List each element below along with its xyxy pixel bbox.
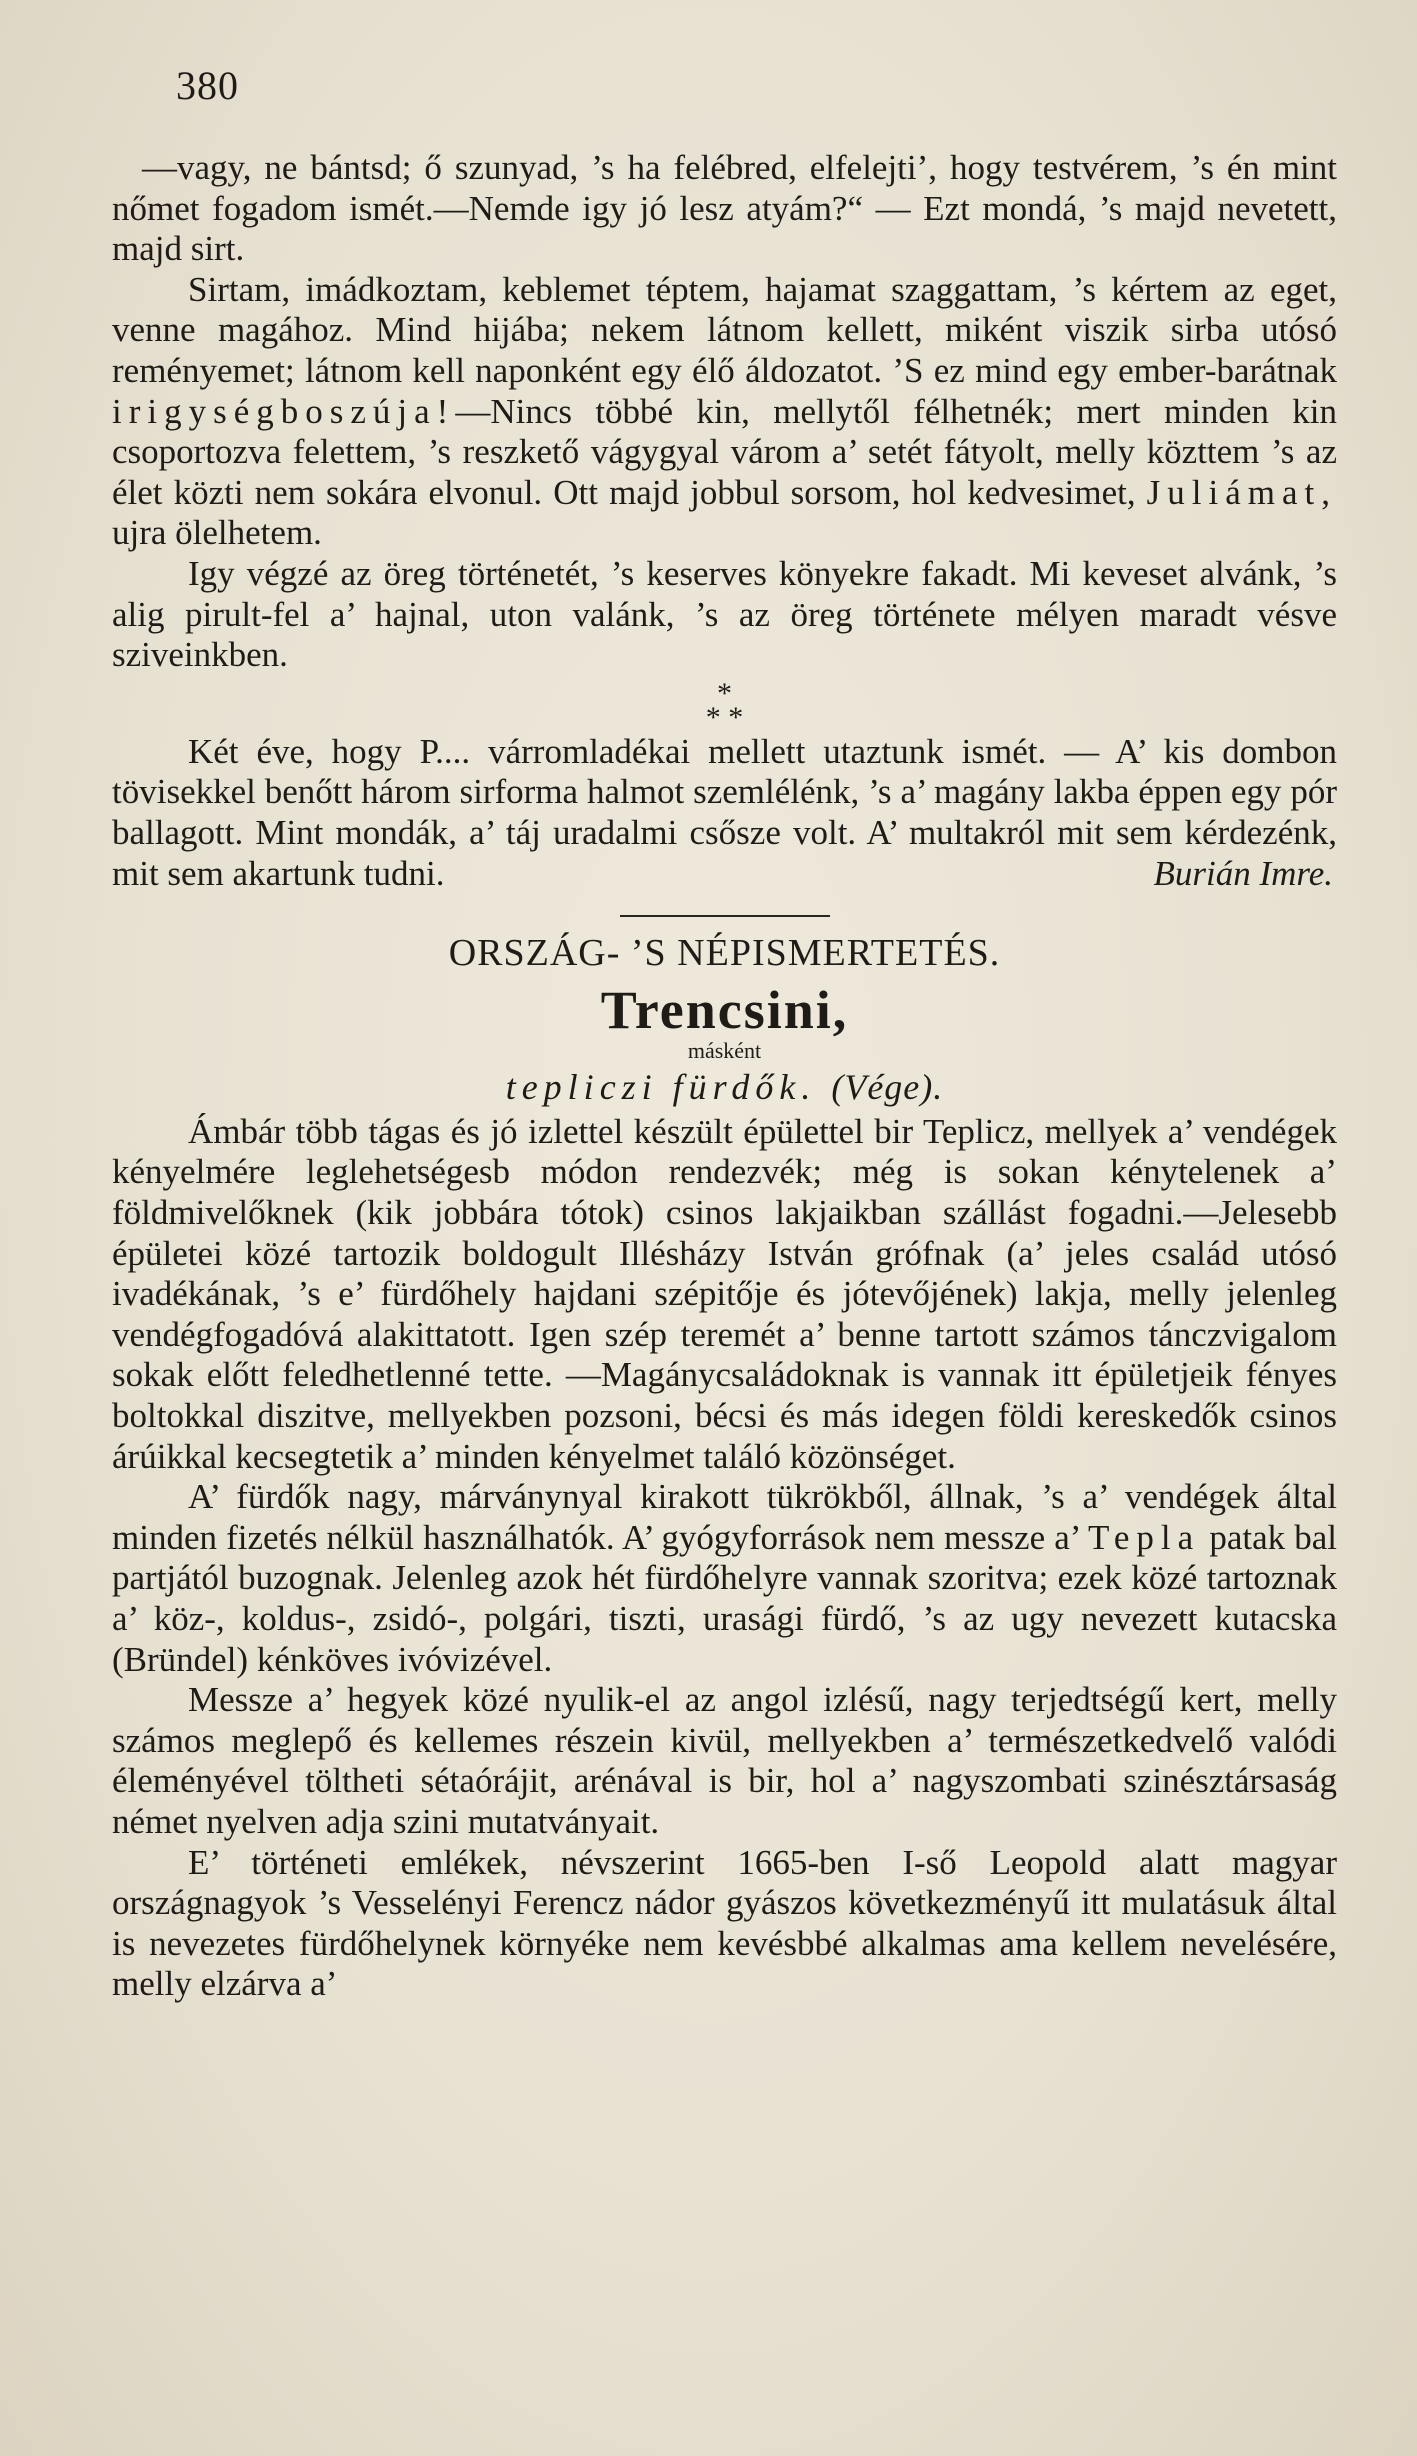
- article-paragraph: Ámbár több tágas és jó izlettel készült épülettel bir Teplicz, mellyek a’ vendégek kényelmére leglehetségesb módon rendezvék; még is sokan kénytelenek a’ földmivelőknek (kik jobbára tótok) csinos lakjaikban szállást fogadni.—Jelesebb épületei közé tartozik boldogult Illésházy István grófnak (a’ jeles család utósó ivadékának, ’s e’ fürdőhely hajdani szépitője és jótevőjének) lakja, melly jelenleg vendégfogadóvá alakittatott. Igen szép teremét a’ benne tartott számos tánczvigalom sokak előtt feledhetlenné tette. —Magánycsaládoknak is vannak itt épületjeik fényes boltokkal diszitve, mellyekben pozsoni, bécsi és más idegen földi kereskedők csinos árúikkal kecsegtetik a’ minden kényelmet találó közönséget.: [112, 1111, 1337, 1476]
- story-text: —Nincs többé kin, mellytől félhetnék; mert minden kin csoportozva felettem, ’s reszkető vágygyal várom a’ setét fátyolt, melly közttem ’s az élet közti nem sokára elvonul. Ott majd jobbul sorsom, hol kedvesimet,: [112, 391, 1337, 512]
- story-text: ujra ölelhetem.: [112, 513, 322, 553]
- story-paragraph: —vagy, ne bántsd; ő szunyad, ’s ha felébred, elfelejti’, hogy testvérem, ’s én mint nőmet fogadom ismét.—Nemde igy jó lesz atyám?“ — Ezt mondá, ’s majd nevetett, majd sirt.: [112, 148, 1337, 269]
- author-signature: Burián Imre.: [1153, 854, 1333, 894]
- story-text: Sirtam, imádkoztam, keblemet téptem, hajamat szaggattam, ’s kértem az eget, venne magához. Mind hijába; nekem látnom kellett, miként viszik sirba utósó reményemet; látnom kell naponként egy élő áldozatot. ’S ez mind egy ember-barátnak: [112, 269, 1337, 390]
- story-paragraph: Két éve, hogy P.... várromladékai mellett utaztunk ismét. — A’ kis dombon tövisekkel benőtt három sirforma halmot szemlélénk, ’s a’ magány lakba éppen egy pór ballagott. Mint mondák, a’ táj uradalmi csősze volt. A’ multakról mit sem kérdezénk, mit sem akartunk tudni.: [112, 731, 1337, 893]
- section-heading: ORSZÁG- ’S NÉPISMERTETÉS.: [448, 931, 1001, 974]
- spaced-river: Tepla: [1087, 1517, 1201, 1557]
- article-text: patak bal partjától buzognak. Jelenleg azok hét fürdőhelyre vannak szoritva; ezek közé tartoznak a’ köz-, koldus-, zsidó-, polgári, tiszti, urasági fürdő, ’s az ugy nevezett kutacska (Bründel) kénköves ivóvizével.: [112, 1517, 1337, 1679]
- spaced-phrase: irigységboszúja!: [112, 391, 456, 431]
- article-title: Trencsini,: [600, 980, 849, 1041]
- article-place: tepliczi fürdők.: [505, 1067, 817, 1108]
- article-place-note: (Vége).: [831, 1067, 944, 1108]
- spaced-name: Juliámat,: [1146, 472, 1338, 512]
- article-paragraph: E’ történeti emlékek, névszerint 1665-ben I-ső Leopold alatt magyar országnagyok ’s Vesselényi Ferencz nádor gyászos következményű itt mulatásuk által is nevezetes fürdőhelynek környéke nem kevésbbé alkalmas ama kellem nevelésére, melly elzárva a’: [112, 1842, 1337, 2004]
- article-subtitle: másként: [687, 1038, 762, 1064]
- section-divider: [620, 915, 830, 917]
- page-body: [112, 148, 1337, 2005]
- story-paragraph: [112, 270, 1337, 554]
- article-paragraph: Messze a’ hegyek közé nyulik-el az angol izlésű, nagy terjedtségű kert, melly számos meglepő és kellemes részein kivül, mellyekben a’ természetkedvelő valódi éleményével töltheti sétaórájit, arénával is bir, hol a’ nagyszombati szinésztársaság német nyelven adja szini mutatványait.: [112, 1680, 1337, 1841]
- page-number: 380: [176, 63, 239, 108]
- story-paragraph: Igy végzé az öreg történetét, ’s keserves könyekre fakadt. Mi keveset alvánk, ’s alig pirult-fel a’ hajnal, uton valánk, ’s az öreg története mélyen maradt vésve sziveinkben.: [112, 553, 1337, 675]
- article-paragraph: [112, 1477, 1337, 1680]
- article-place-line: [112, 1067, 1337, 1108]
- asterism-separator: * * *: [705, 676, 744, 734]
- article-text: A’ fürdők nagy, márványnyal kirakott tükrökből, állnak, ’s a’ vendégek által minden fizetés nélkül használhatók. A’ gyógyforrások nem messze a’: [112, 1477, 1337, 1557]
